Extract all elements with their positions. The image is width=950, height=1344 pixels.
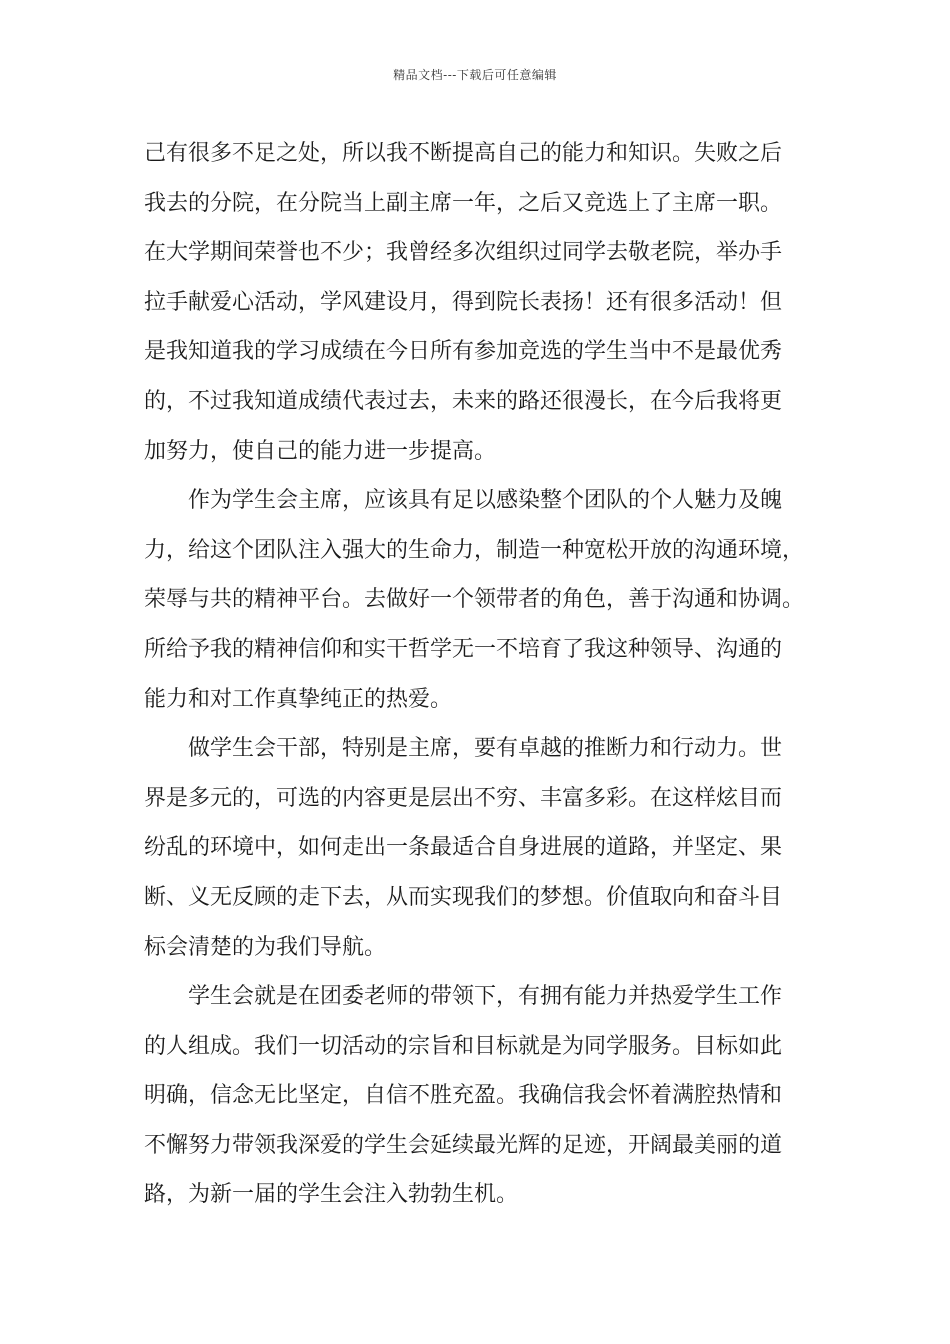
text-line: 界是多元的，可选的内容更是层出不穷、丰富多彩。在这样炫目而 — [144, 785, 783, 811]
text-line: 荣辱与共的精神平台。去做好一个领带者的角色，善于沟通和协调。 — [144, 587, 805, 613]
text-line: 我去的分院，在分院当上副主席一年，之后又竞选上了主席一职。 — [144, 190, 783, 216]
text-line: 能力和对工作真挚纯正的热爱。 — [144, 686, 453, 712]
text-line: 所给予我的精神信仰和实干哲学无一不培育了我这种领导、沟通的 — [144, 636, 783, 662]
text-line: 的，不过我知道成绩代表过去，未来的路还很漫长，在今后我将更 — [144, 388, 783, 414]
paragraph-1 — [144, 129, 814, 476]
text-line: 拉手献爱心活动，学风建设月，得到院长表扬！还有很多活动！但 — [144, 289, 783, 315]
document-body — [144, 129, 814, 1220]
text-line: 力，给这个团队注入强大的生命力，制造一种宽松开放的沟通环境， — [144, 537, 805, 563]
text-line: 加努力，使自己的能力进一步提高。 — [144, 438, 497, 464]
text-line: 己有很多不足之处，所以我不断提高自己的能力和知识。失败之后 — [144, 141, 783, 166]
text-line: 不懈努力带领我深爱的学生会延续最光辉的足迹，开阔最美丽的道 — [144, 1132, 783, 1158]
text-line: 在大学期间荣誉也不少；我曾经多次组织过同学去敬老院，举办手 — [144, 240, 783, 266]
paragraph-3 — [144, 724, 814, 972]
text-line: 纷乱的环境中，如何走出一条最适合自身进展的道路，并坚定、果 — [144, 835, 783, 861]
text-line: 路，为新一届的学生会注入勃勃生机。 — [144, 1182, 519, 1208]
text-line: 标会清楚的为我们导航。 — [144, 934, 387, 960]
paragraph-4 — [144, 972, 814, 1220]
text-line: 学生会就是在团委老师的带领下，有拥有能力并热爱学生工作 — [188, 984, 783, 1010]
page-header: 精品文档---下载后可任意编辑 — [393, 68, 557, 82]
text-line: 断、义无反顾的走下去，从而实现我们的梦想。价值取向和奋斗目 — [144, 884, 783, 910]
text-line: 是我知道我的学习成绩在今日所有参加竞选的学生当中不是最优秀 — [144, 339, 783, 365]
text-line: 作为学生会主席，应该具有足以感染整个团队的个人魅力及魄 — [188, 488, 783, 514]
text-line: 明确，信念无比坚定，自信不胜充盈。我确信我会怀着满腔热情和 — [144, 1083, 783, 1109]
text-line: 的人组成。我们一切活动的宗旨和目标就是为同学服务。目标如此 — [144, 1033, 783, 1059]
paragraph-2 — [144, 476, 814, 724]
text-line: 做学生会干部，特别是主席，要有卓越的推断力和行动力。世 — [188, 736, 783, 762]
